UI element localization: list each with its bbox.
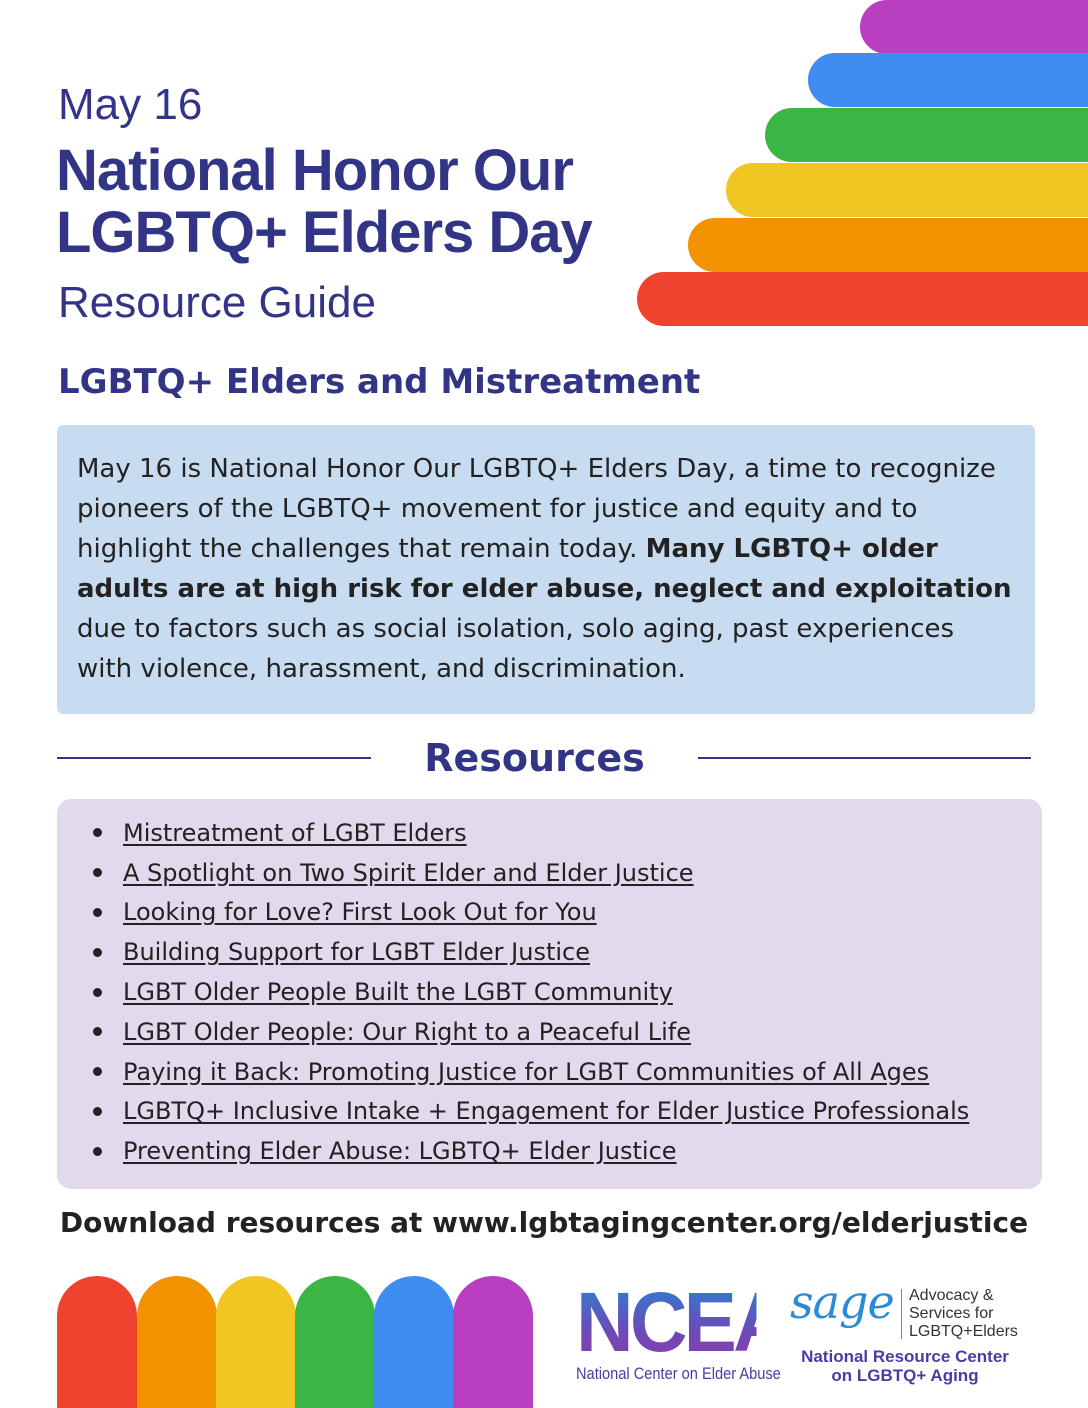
divider-left — [57, 757, 371, 759]
rainbow-arch-red — [57, 1276, 137, 1408]
rainbow-stripe-red — [637, 272, 1088, 326]
bullet-icon — [93, 1027, 102, 1036]
list-item — [93, 932, 1042, 972]
intro-box — [57, 425, 1035, 714]
resource-link[interactable]: Preventing Elder Abuse: LGBTQ+ Elder Justice — [123, 1137, 677, 1166]
rainbow-arch-green — [295, 1276, 375, 1408]
ncea-wordmark: NCEA — [576, 1275, 787, 1369]
resource-link[interactable]: LGBT Older People: Our Right to a Peaceful Life — [123, 1017, 691, 1046]
rainbow-arch-yellow — [216, 1276, 296, 1408]
download-note: Download resources at www.lgbtagingcenter.org/elderjustice — [59, 1206, 1029, 1239]
rainbow-arch-purple — [453, 1276, 533, 1408]
bullet-icon — [93, 948, 102, 957]
sage-tagline: Advocacy & Services for LGBTQ+Elders — [909, 1287, 1018, 1340]
bullet-icon — [93, 908, 102, 917]
list-item — [93, 853, 1042, 893]
bullet-icon — [93, 1107, 102, 1116]
list-item — [93, 1131, 1042, 1171]
rainbow-stripe-purple — [860, 0, 1088, 54]
rainbow-stripe-blue — [808, 53, 1088, 107]
page-title: National Honor Our LGBTQ+ Elders Day — [56, 138, 592, 265]
sage-logo — [790, 1275, 1030, 1393]
intro-text-emphasis: Many LGBTQ+ older adults are at high risk for elder abuse, neglect and exploitation — [77, 534, 1012, 604]
resource-link[interactable]: Building Support for LGBT Elder Justice — [123, 938, 591, 967]
resource-link[interactable]: LGBT Older People Built the LGBT Community — [123, 978, 673, 1007]
bullet-icon — [93, 868, 102, 877]
resource-link[interactable]: LGBTQ+ Inclusive Intake + Engagement for Elder Justice Professionals — [123, 1097, 970, 1126]
sage-wordmark: sage — [790, 1275, 894, 1329]
intro-paragraph — [77, 449, 1015, 689]
list-item — [93, 893, 1042, 933]
sage-divider — [901, 1289, 902, 1339]
resource-center-name: National Resource Center on LGBTQ+ Aging — [801, 1347, 1009, 1385]
rainbow-arch-orange — [137, 1276, 217, 1408]
intro-text-lead: May 16 is National Honor Our LGBTQ+ Elders Day, a time to recognize pioneers of the LGBTQ+ movement for justice and equity and to highlight the challenges that remain today. — [77, 454, 996, 564]
resource-link[interactable]: Paying it Back: Promoting Justice for LGBT Communities of All Ages — [123, 1057, 930, 1086]
list-item — [93, 813, 1042, 853]
ncea-name: National Center on Elder Abuse — [576, 1364, 781, 1383]
section-heading: LGBTQ+ Elders and Mistreatment — [58, 362, 701, 402]
bullet-icon — [93, 828, 102, 837]
resources-list — [93, 813, 1042, 1171]
page-subtitle: Resource Guide — [58, 278, 376, 327]
ncea-logo — [576, 1275, 787, 1384]
list-item — [93, 972, 1042, 1012]
resource-link[interactable]: Mistreatment of LGBT Elders — [123, 818, 467, 847]
list-item — [93, 1052, 1042, 1092]
divider-right — [698, 757, 1031, 759]
rainbow-stripe-orange — [688, 218, 1088, 272]
resources-box — [57, 799, 1042, 1189]
bullet-icon — [93, 1147, 102, 1156]
list-item — [93, 1092, 1042, 1132]
bullet-icon — [93, 1067, 102, 1076]
rainbow-stripe-green — [765, 108, 1088, 162]
rainbow-stripe-yellow — [726, 163, 1088, 217]
resources-heading: Resources — [424, 736, 645, 780]
bullet-icon — [93, 988, 102, 997]
intro-text-tail: due to factors such as social isolation, solo aging, past experiences with violence, harassment, and discrimination. — [77, 614, 955, 684]
list-item — [93, 1012, 1042, 1052]
rainbow-arch-blue — [374, 1276, 454, 1408]
resource-link[interactable]: Looking for Love? First Look Out for You — [123, 898, 597, 927]
resource-link[interactable]: A Spotlight on Two Spirit Elder and Elder Justice — [123, 858, 694, 887]
event-date: May 16 — [58, 80, 203, 129]
